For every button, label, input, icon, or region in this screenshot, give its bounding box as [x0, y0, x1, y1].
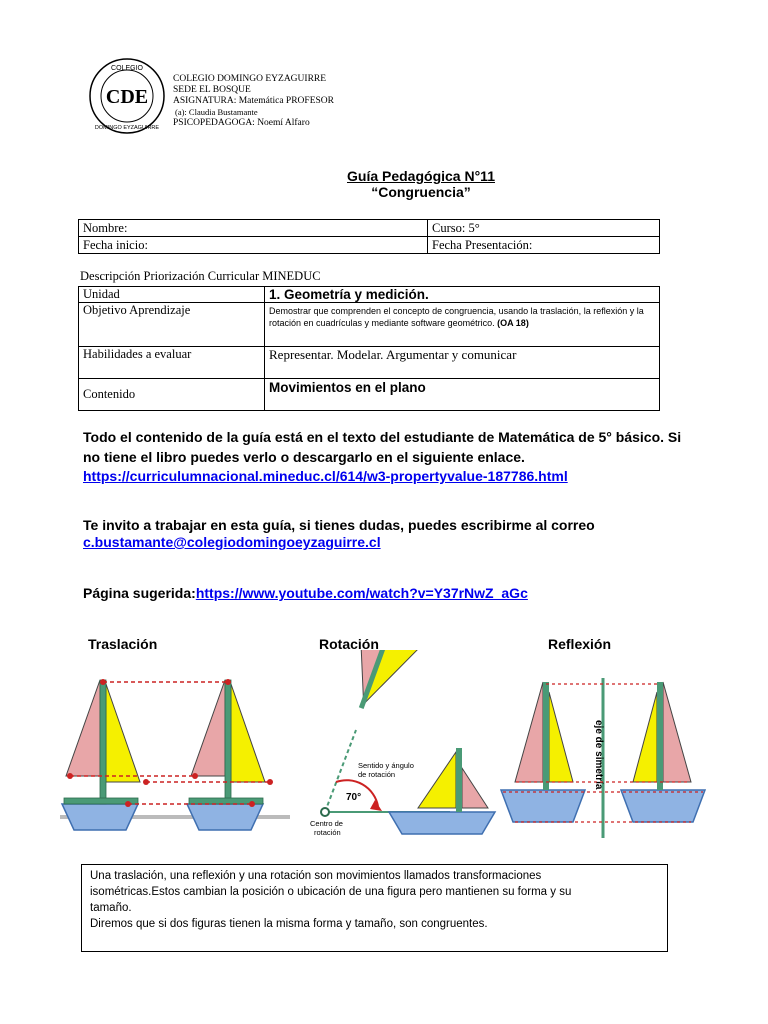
teacher: (a): Claudia Bustamante — [175, 107, 258, 117]
textbook-link[interactable]: https://curriculumnacional.mineduc.cl/614/w3-propertyvalue-187786.html — [83, 468, 568, 484]
summary-box — [81, 864, 668, 952]
curriculum-heading: Descripción Priorización Curricular MINEDUC — [80, 269, 321, 283]
guide-title-line1: Guía Pedagógica N°11 — [347, 168, 495, 184]
rotation-center-label-1: Centro de — [310, 819, 343, 828]
objective-text: Demostrar que comprenden el concepto de congruencia, usando la traslación, la reflexión y la rotación en cuadrículas y mediante software geométrico. — [269, 306, 644, 328]
objective-label: Objetivo Aprendizaje — [79, 303, 265, 347]
content-value: Movimientos en el plano — [265, 379, 660, 411]
school-header — [173, 74, 334, 129]
student-info-table — [78, 219, 660, 254]
objective-value — [265, 303, 660, 347]
skills-label: Habilidades a evaluar — [79, 347, 265, 379]
curriculum-table — [78, 286, 660, 411]
translation-label: Traslación — [88, 636, 158, 652]
contact-paragraph — [83, 517, 683, 551]
rotation-sense-label-1: Sentido y ángulo — [358, 761, 414, 770]
rotation-figure — [310, 650, 495, 837]
start-date-cell[interactable]: Fecha inicio: — [79, 237, 428, 254]
subject: ASIGNATURA: Matemática PROFESOR — [173, 96, 334, 106]
textbook-text: Todo el contenido de la guía está en el texto del estudiante de Matemática de 5° básico. Si no tiene el libro puedes verlo o descargarlo en el siguiente enlace. — [83, 429, 682, 465]
name-cell[interactable]: Nombre: — [79, 220, 428, 237]
presentation-date-cell[interactable]: Fecha Presentación: — [428, 237, 660, 254]
email-link[interactable]: c.bustamante@colegiodomingoeyzaguirre.cl — [83, 534, 381, 550]
reflection-figure — [501, 678, 705, 838]
summary-line-1: Una traslación, una reflexión y una rotación son movimientos llamados transformaciones — [90, 870, 542, 882]
campus: SEDE EL BOSQUE — [173, 85, 251, 95]
summary-line-2: isométricas.Estos cambian la posición o ubicación de una figura pero mantienen su forma y su — [90, 886, 572, 898]
logo-initials: CDE — [105, 86, 149, 108]
school-name: COLEGIO DOMINGO EYZAGUIRRE — [173, 74, 327, 84]
unit-value: 1. Geometría y medición. — [265, 287, 660, 303]
mirror-axis-label: eje de simetría — [593, 720, 604, 790]
content-label: Contenido — [79, 379, 265, 411]
translation-figure — [60, 679, 290, 830]
logo-text-bottom: DOMINGO EYZAGUIRRE — [94, 125, 160, 131]
suggested-page — [83, 585, 528, 601]
rotation-angle: 70° — [346, 792, 362, 803]
suggested-label: Página sugerida: — [83, 585, 196, 601]
psychopedagogue: PSICOPEDAGOGA: Noemí Alfaro — [173, 118, 310, 128]
youtube-link[interactable]: https://www.youtube.com/watch?v=Y37rNwZ_aGc — [195, 585, 528, 601]
course-cell[interactable]: Curso: 5° — [428, 220, 660, 237]
guide-title-line2: “Congruencia” — [371, 184, 471, 200]
rotation-center-label-2: rotación — [314, 828, 341, 837]
summary-line-4: Diremos que si dos figuras tienen la misma forma y tamaño, son congruentes. — [90, 918, 488, 930]
reflection-label: Reflexión — [548, 636, 612, 652]
transformations-illustration — [0, 650, 768, 850]
contact-text: Te invito a trabajar en esta guía, si tienes dudas, puedes escribirme al correo — [83, 517, 595, 533]
rotation-label: Rotación — [319, 636, 379, 652]
school-logo — [88, 57, 166, 135]
summary-line-3: tamaño. — [90, 902, 132, 914]
unit-label: Unidad — [79, 287, 265, 303]
skills-value: Representar. Modelar. Argumentar y comunicar — [265, 347, 660, 379]
rotation-sense-label-2: de rotación — [358, 770, 396, 779]
objective-code: (OA 18) — [497, 318, 529, 328]
logo-text-top: COLEGIO — [111, 65, 143, 72]
textbook-paragraph — [83, 428, 683, 487]
